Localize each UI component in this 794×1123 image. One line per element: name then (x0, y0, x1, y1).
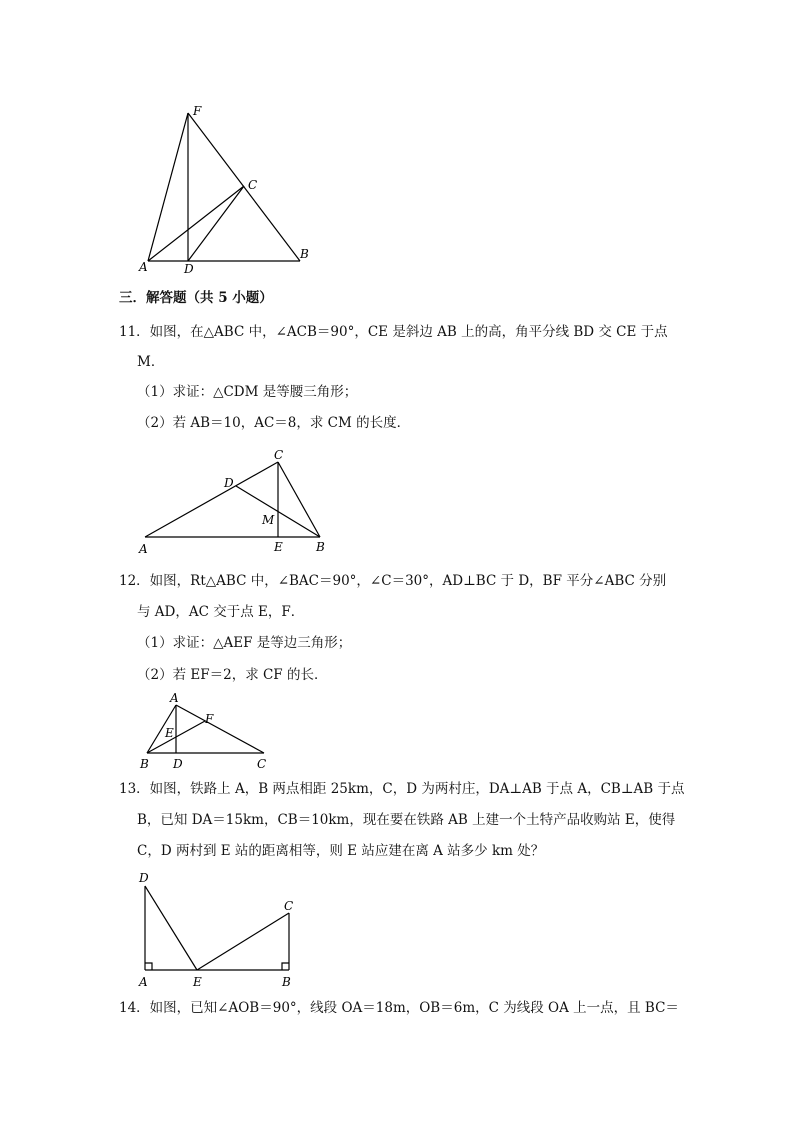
q11-line1: 11．如图，在△ABC 中，∠ACB＝90°，CE 是斜边 AB 上的高，角平分线 BD 交 CE 于点 (119, 324, 668, 340)
right-angle-mark-a (145, 963, 152, 970)
label-e: E (274, 540, 283, 554)
label-f: F (205, 712, 214, 726)
label-b: B (300, 247, 309, 261)
label-d: D (224, 476, 234, 490)
label-c: C (257, 757, 267, 771)
label-b: B (316, 540, 325, 554)
label-c: C (248, 178, 258, 192)
label-a: A (139, 975, 148, 989)
segment-de (145, 886, 197, 970)
label-m: M (262, 513, 275, 527)
label-c: C (274, 448, 284, 462)
q11-part2: （2）若 AB＝10，AC＝8，求 CM 的长度． (137, 415, 411, 431)
q13-line1: 13．如图，铁路上 A，B 两点相距 25km，C，D 为两村庄，DA⊥AB 于点 A，CB⊥AB 于点 (119, 781, 685, 797)
right-angle-mark-b (282, 963, 289, 970)
q12-part2: （2）若 EF＝2，求 CF 的长． (137, 667, 328, 683)
label-a: A (139, 542, 148, 556)
label-b: B (282, 975, 291, 989)
label-d: D (139, 871, 149, 885)
q12-part1: （1）求证：△AEF 是等边三角形； (137, 635, 352, 651)
segment-ec (197, 913, 289, 970)
label-d: D (184, 262, 194, 276)
label-a: A (170, 691, 179, 705)
q11-line2: M． (137, 354, 165, 370)
label-c: C (284, 899, 294, 913)
label-e: E (165, 726, 174, 740)
q14-line1: 14．如图，已知∠AOB＝90°，线段 OA＝18m，OB＝6m，C 为线段 OA 上一点，且 BC＝ (119, 1000, 679, 1016)
q13-line2: B，已知 DA＝15km，CB＝10km，现在要在铁路 AB 上建一个土特产品收购站 E，使得 (137, 812, 676, 828)
label-b: B (140, 757, 149, 771)
label-d: D (173, 757, 183, 771)
label-f: F (193, 104, 202, 118)
section-heading: 三．解答题（共 5 小题） (119, 290, 273, 306)
label-e: E (193, 975, 202, 989)
label-a: A (139, 260, 148, 274)
q13-line3: C，D 两村到 E 站的距离相等，则 E 站应建在离 A 站多少 km 处？ (137, 843, 545, 859)
q12-line2: 与 AD，AC 交于点 E，F． (137, 604, 305, 620)
q11-part1: （1）求证：△CDM 是等腰三角形； (137, 384, 358, 400)
q12-line1: 12．如图，Rt△ABC 中，∠BAC＝90°，∠C＝30°，AD⊥BC 于 D，BF 平分∠ABC 分别 (119, 573, 667, 589)
